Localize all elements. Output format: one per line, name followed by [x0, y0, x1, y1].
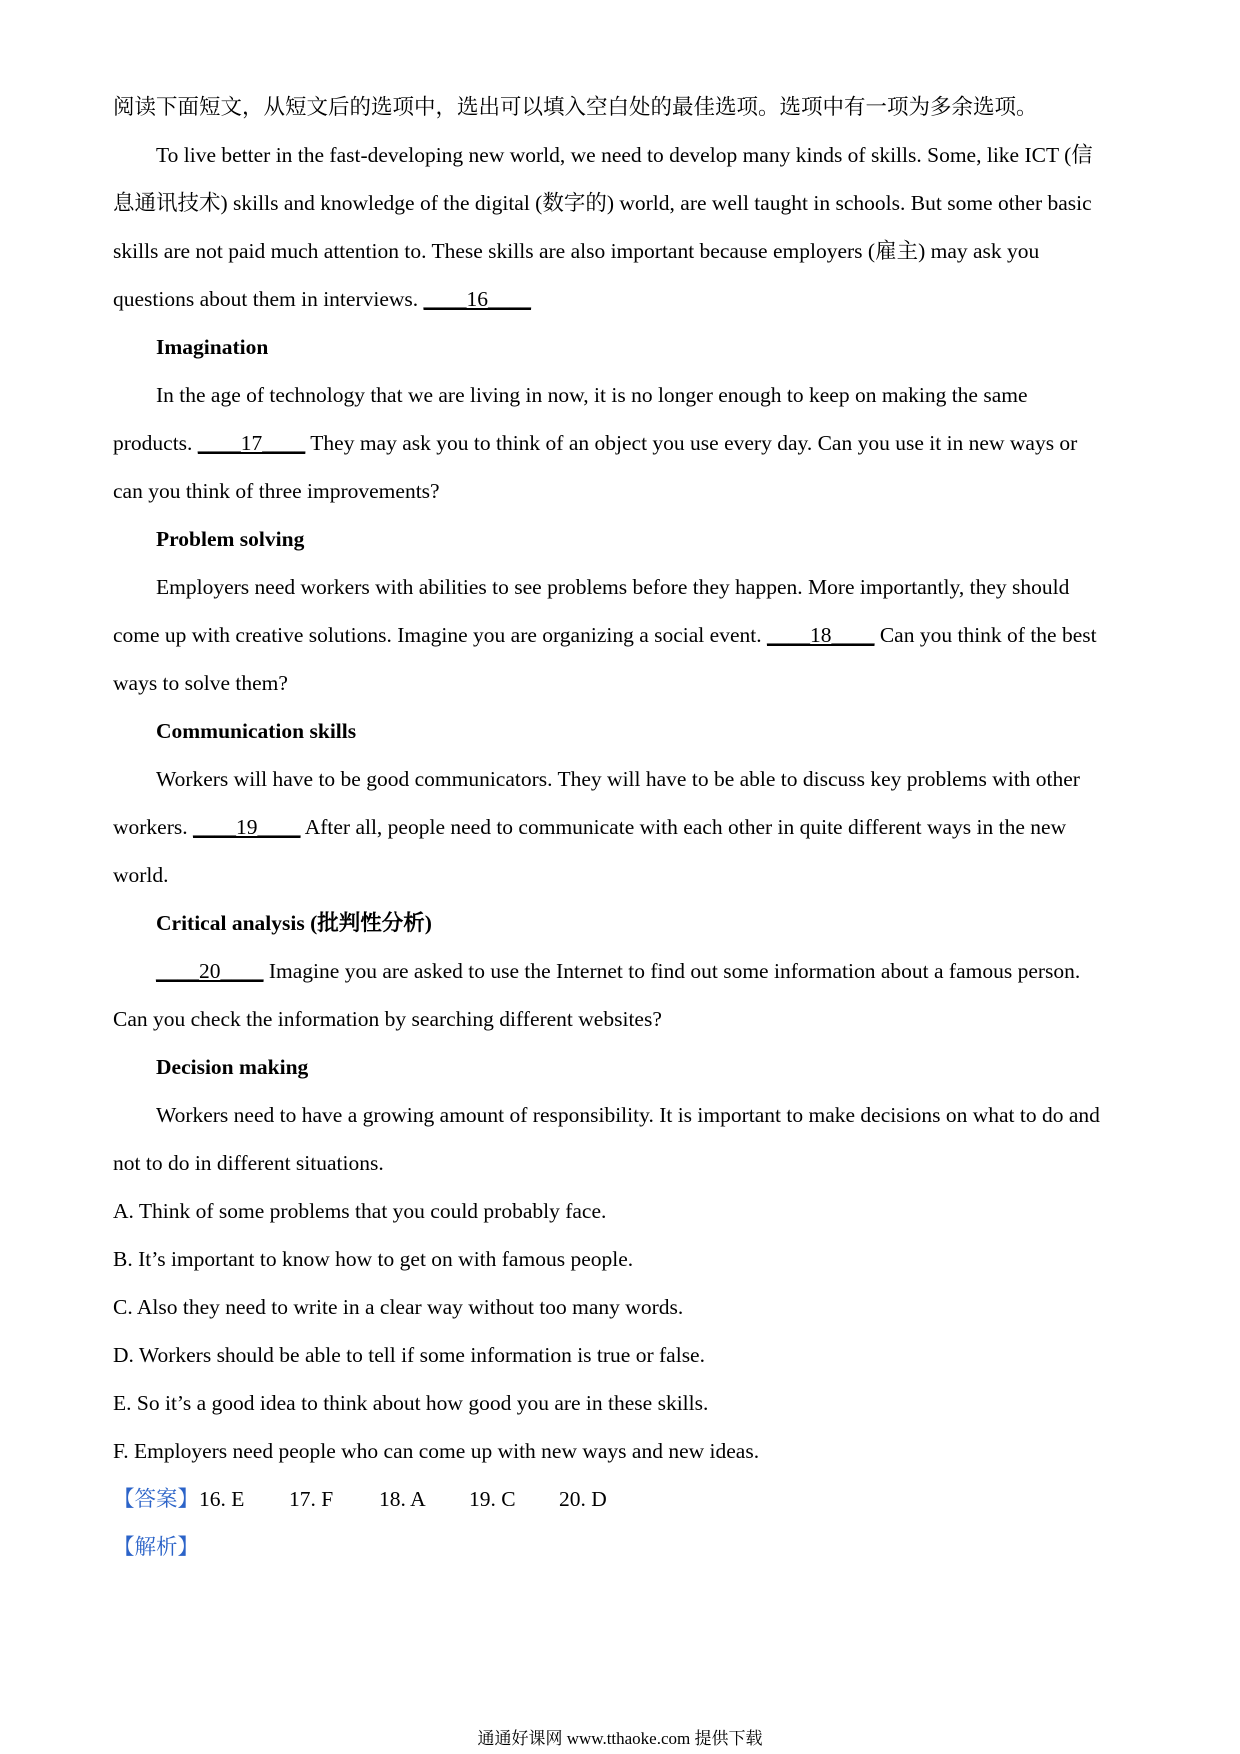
problem-line-3: ways to solve them?	[113, 671, 288, 695]
answer-item: 16. E	[199, 1487, 245, 1511]
answer-item: 17. F	[289, 1487, 334, 1511]
problem-line-2-pre: come up with creative solutions. Imagine you are organizing a social event.	[113, 623, 767, 647]
communication-line-2-post: After all, people need to communicate with each other in quite different ways in the new	[300, 815, 1067, 839]
option-f: F. Employers need people who can come up with new ways and new ideas.	[113, 1439, 760, 1463]
intro-line-3: skills are not paid much attention to. These skills are also important because employers (雇主) may ask you	[113, 239, 1040, 263]
communication-line-2-pre: workers.	[113, 815, 194, 839]
option-c: C. Also they need to write in a clear way without too many words.	[113, 1295, 684, 1319]
intro-line-1: To live better in the fast-developing new world, we need to develop many kinds of skills. Some, like ICT (信	[156, 143, 1093, 167]
option-b: B. It’s important to know how to get on with famous people.	[113, 1247, 634, 1271]
heading-problem-solving: Problem solving	[156, 527, 305, 551]
imagination-line-1: In the age of technology that we are living in now, it is no longer enough to keep on making the same	[156, 383, 1028, 407]
critical-line-1	[156, 956, 1166, 986]
decision-line-2: not to do in different situations.	[113, 1151, 384, 1175]
heading-imagination: Imagination	[156, 335, 269, 359]
answer-label: 【答案】	[113, 1487, 200, 1511]
problem-line-1: Employers need workers with abilities to see problems before they happen. More importantly, they should	[156, 575, 1070, 599]
answer-line	[113, 1484, 1123, 1514]
decision-line-1: Workers need to have a growing amount of responsibility. It is important to make decisions on what to do and	[156, 1103, 1100, 1127]
footer-watermark: 通通好课网 www.tthaoke.com 提供下载	[477, 1729, 763, 1748]
heading-critical-analysis: Critical analysis (批判性分析)	[156, 911, 432, 935]
answer-item: 19. C	[469, 1487, 516, 1511]
communication-line-1: Workers will have to be good communicators. They will have to be able to discuss key problems with other	[156, 767, 1080, 791]
blank-19: ____19____	[193, 815, 301, 839]
option-d: D. Workers should be able to tell if some information is true or false.	[113, 1343, 705, 1367]
communication-line-3: world.	[113, 863, 169, 887]
heading-communication: Communication skills	[156, 719, 357, 743]
imagination-line-2	[113, 428, 1123, 458]
blank-18: ____18____	[766, 623, 875, 647]
critical-line-1-post: Imagine you are asked to use the Internet to find out some information about a famous person.	[263, 959, 1081, 983]
intro-line-4	[113, 284, 1123, 314]
communication-line-2	[113, 812, 1123, 842]
option-a: A. Think of some problems that you could probably face.	[113, 1199, 607, 1223]
option-e: E. So it’s a good idea to think about how good you are in these skills.	[113, 1391, 709, 1415]
answer-item: 20. D	[559, 1487, 607, 1511]
intro-line-2: 息通讯技术) skills and knowledge of the digital (数字的) world, are well taught in schools. But some other basic	[113, 191, 1092, 215]
instruction: 阅读下面短文，从短文后的选项中，选出可以填入空白处的最佳选项。选项中有一项为多余选项。	[113, 95, 1038, 119]
critical-line-2: Can you check the information by searching different websites?	[113, 1007, 662, 1031]
imagination-line-2-post: They may ask you to think of an object you use every day. Can you use it in new ways or	[305, 431, 1078, 455]
answer-item: 18. A	[379, 1487, 426, 1511]
blank-20: ____20____	[156, 959, 264, 983]
blank-17: ____17____	[197, 431, 306, 455]
heading-decision-making: Decision making	[156, 1055, 309, 1079]
analysis-label: 【解析】	[113, 1535, 200, 1559]
imagination-line-2-pre: products.	[113, 431, 198, 455]
blank-16: ____16____	[423, 287, 532, 311]
problem-line-2	[113, 620, 1123, 650]
imagination-line-3: can you think of three improvements?	[113, 479, 440, 503]
intro-line-4-text: questions about them in interviews.	[113, 287, 424, 311]
problem-line-2-post: Can you think of the best	[874, 623, 1097, 647]
